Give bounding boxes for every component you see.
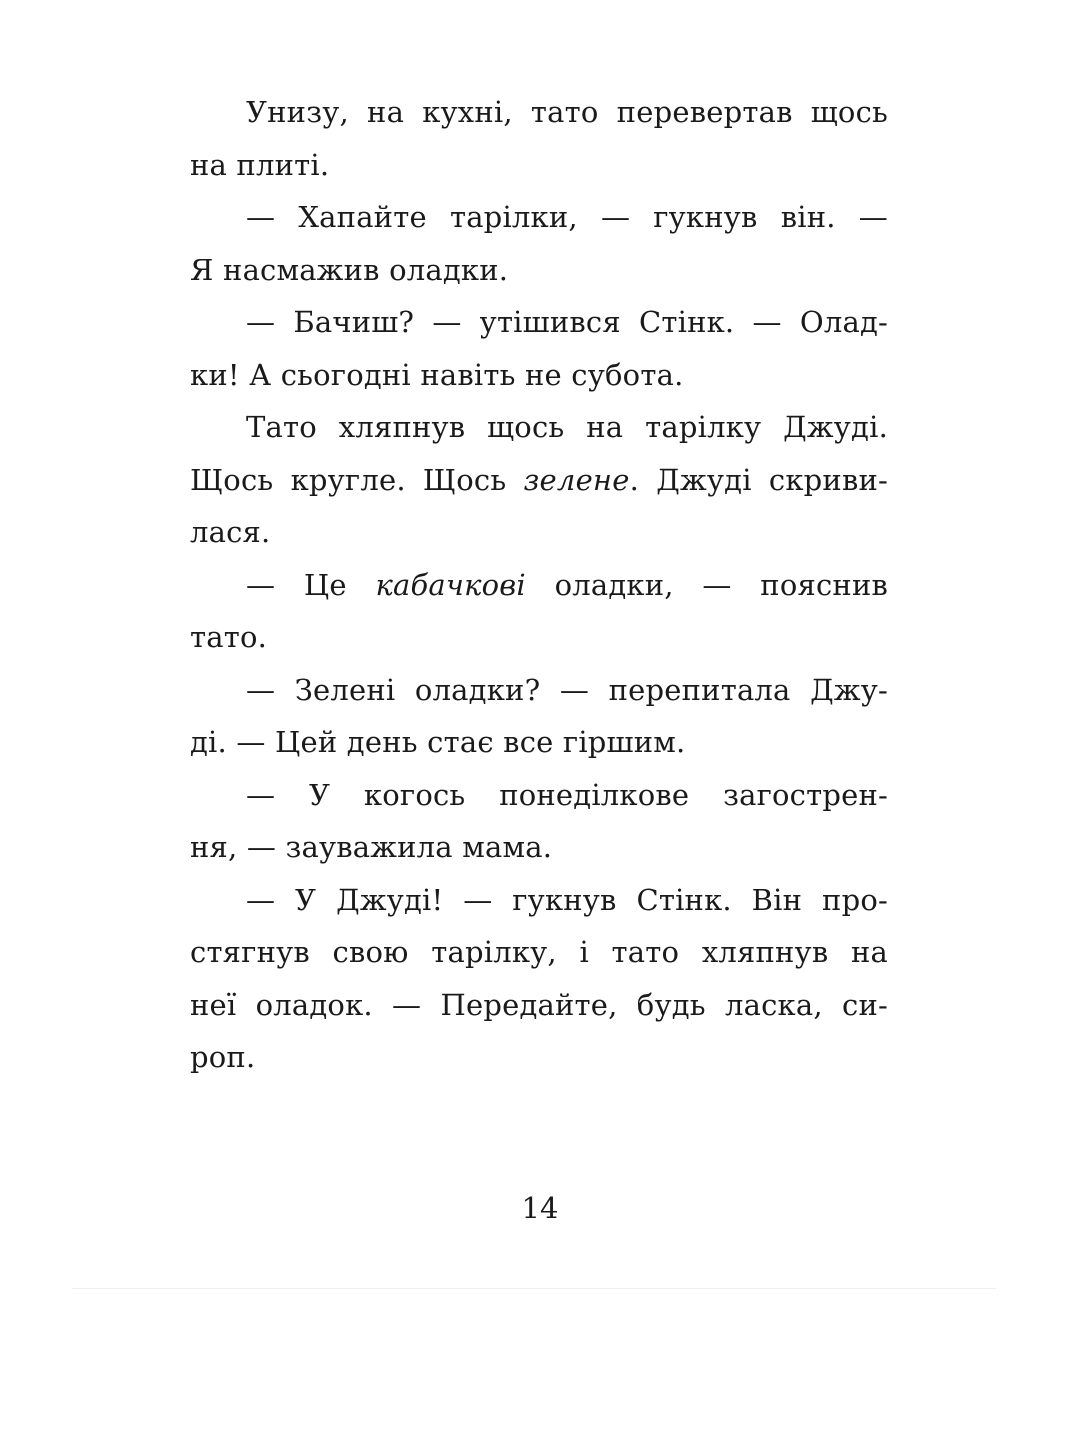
page-number: 14 (521, 1191, 559, 1225)
text-line: — У когось понеділкове загострен- (246, 777, 888, 812)
text-segment: . Джуді скриви- (629, 462, 888, 497)
text-line: ді. — Цей день стає все гіршим. (190, 725, 686, 759)
text-line: Унизу, на кухні, тато перевертав щось (246, 95, 888, 129)
text-line: роп. (190, 1040, 256, 1074)
text-line: тато. (190, 620, 268, 654)
text-line: на плиті. (190, 147, 330, 182)
text-line: — У Джуді! — гукнув Стінк. Він про- (246, 882, 888, 917)
text-line: — Бачиш? — утішився Стінк. — Олад- (246, 305, 888, 339)
text-line: — Хапайте тарілки, — гукнув він. — (246, 200, 888, 234)
page-divider (72, 1288, 996, 1289)
text-segment: Щось кругле. Щось (190, 462, 524, 497)
text-line (190, 559, 888, 612)
text-line: Я насмажив оладки. (190, 252, 509, 287)
text-line: ня, — зауважила мама. (190, 830, 553, 864)
text-line: — Зелені оладки? — перепитала Джу- (246, 672, 888, 707)
text-line: Тато хляпнув щось на тарілку Джуді. (246, 410, 888, 444)
italic-word: кабачкові (375, 567, 526, 602)
text-segment: оладки, — пояснив (525, 567, 889, 602)
text-line: ки! А сьогодні навіть не субота. (190, 357, 684, 392)
text-line: лася. (190, 515, 271, 549)
text-line (190, 454, 888, 507)
text-line: неї оладок. — Передайте, будь ласка, си- (190, 987, 888, 1022)
text-line: стягнув свою тарілку, і тато хляпнув на (190, 935, 888, 969)
text-segment: — Це (246, 567, 376, 602)
book-page-text (190, 86, 888, 1084)
italic-word: зелене (523, 462, 630, 497)
